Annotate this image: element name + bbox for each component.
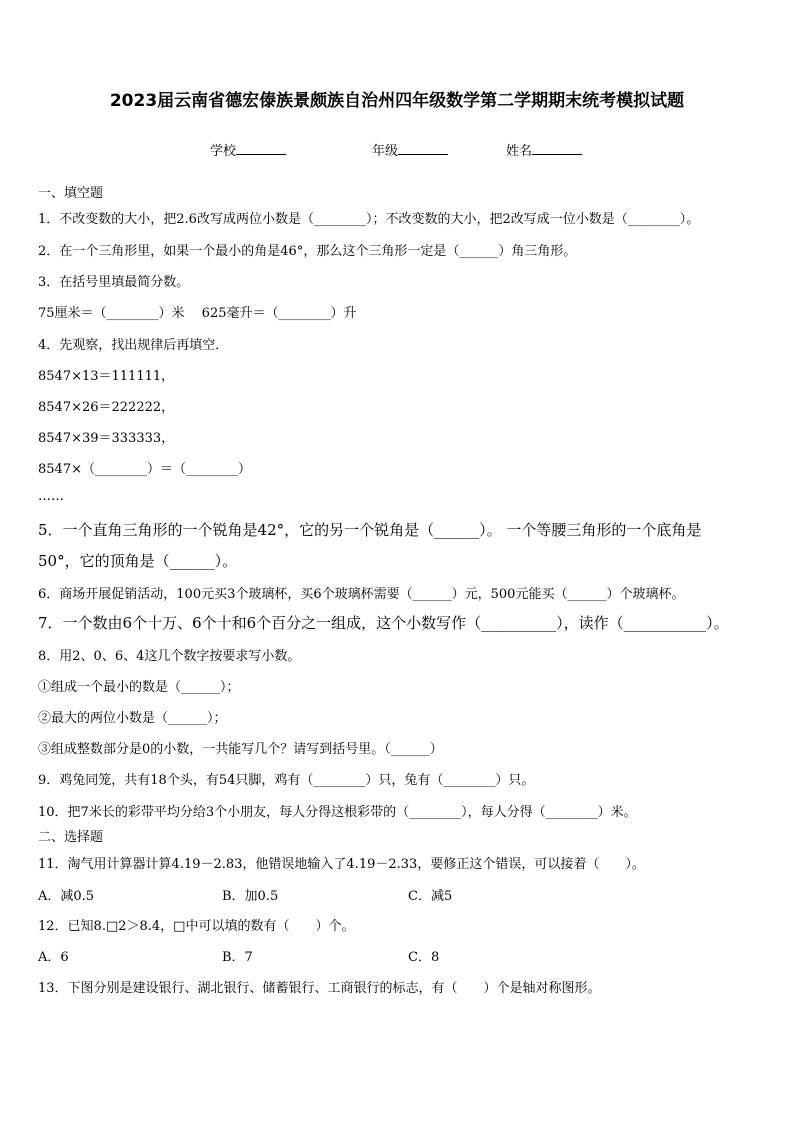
question-7: 7．一个数由6个十万、6个十和6个百分之一组成，这个小数写作（__________），读作（___________）。	[38, 614, 729, 632]
question-4-eq1: 8547×13＝111111，	[38, 369, 175, 384]
q11-option-c[interactable]: C．减5	[408, 889, 453, 904]
question-13: 13．下图分别是建设银行、湖北银行、储蓄银行、工商银行的标志，有（ ）个是轴对称图形。	[38, 981, 601, 996]
question-6: 6．商场开展促销活动，100元买3个玻璃杯，买6个玻璃杯需要（______）元，500元能买（______）个玻璃杯。	[38, 587, 685, 602]
question-4-eq4: 8547×（________）＝（________）	[38, 462, 251, 477]
name-label: 姓名	[506, 144, 533, 159]
grade-blank[interactable]	[398, 140, 448, 155]
question-3: 3．在括号里填最简分数。	[38, 275, 190, 290]
q12-option-b[interactable]: B．7	[222, 950, 253, 965]
grade-field[interactable]	[372, 140, 448, 159]
question-8: 8．用2、0、6、4这几个数字按要求写小数。	[38, 649, 301, 664]
question-3-line: 75厘米＝（________）米 625毫升＝（________）升	[38, 306, 357, 321]
question-10: 10．把7米长的彩带平均分给3个小朋友，每人分得这根彩带的（________），每人分得（________）米。	[38, 805, 637, 820]
question-5: 5．一个直角三角形的一个锐角是42°，它的另一个锐角是（______）。 一个等腰三角形的一个底角是	[38, 521, 702, 539]
school-label: 学校	[210, 144, 237, 159]
question-4: 4．先观察，找出规律后再填空．	[38, 338, 229, 353]
q11-option-a[interactable]: A．减0.5	[38, 889, 95, 904]
grade-label: 年级	[372, 144, 399, 159]
question-1: 1．不改变数的大小，把2.6改写成两位小数是（________）；不改变数的大小，把2改写成一位小数是（________）。	[38, 212, 700, 227]
question-2: 2．在一个三角形里，如果一个最小的角是46°，那么这个三角形一定是（______）角三角形。	[38, 244, 577, 259]
question-9: 9．鸡兔同笼，共有18个头，有54只脚，鸡有（________）只，兔有（________）只。	[38, 773, 535, 788]
q12-option-c[interactable]: C．8	[408, 950, 440, 965]
name-field[interactable]	[506, 140, 582, 159]
question-12: 12．已知8.□2＞8.4，□中可以填的数有（ ）个。	[38, 919, 355, 934]
question-4-eq2: 8547×26＝222222，	[38, 400, 175, 415]
question-8-part1: ①组成一个最小的数是（______）；	[38, 680, 240, 695]
section-choice: 二、选择题	[38, 830, 104, 845]
school-field[interactable]	[210, 140, 286, 159]
section-fill-in: 一、填空题	[38, 186, 104, 201]
question-4-eq3: 8547×39＝333333，	[38, 431, 175, 446]
question-8-part2: ②最大的两位小数是（______）；	[38, 711, 227, 726]
school-blank[interactable]	[236, 140, 286, 155]
question-8-part3: ③组成整数部分是0的小数，一共能写几个？请写到括号里。（______）	[38, 742, 443, 757]
question-5-cont: 50°，它的顶角是（______）。	[38, 552, 238, 570]
name-blank[interactable]	[532, 140, 582, 155]
question-11: 11．淘气用计算器计算4.19－2.83，他错误地输入了4.19－2.33，要修正这个错误，可以接着（ ）。	[38, 857, 645, 872]
q11-option-b[interactable]: B．加0.5	[222, 889, 279, 904]
document-title: 2023届云南省德宏傣族景颇族自治州四年级数学第二学期期末统考模拟试题	[109, 91, 685, 111]
question-4-ellipsis: ……	[38, 489, 64, 504]
q12-option-a[interactable]: A．6	[38, 950, 69, 965]
